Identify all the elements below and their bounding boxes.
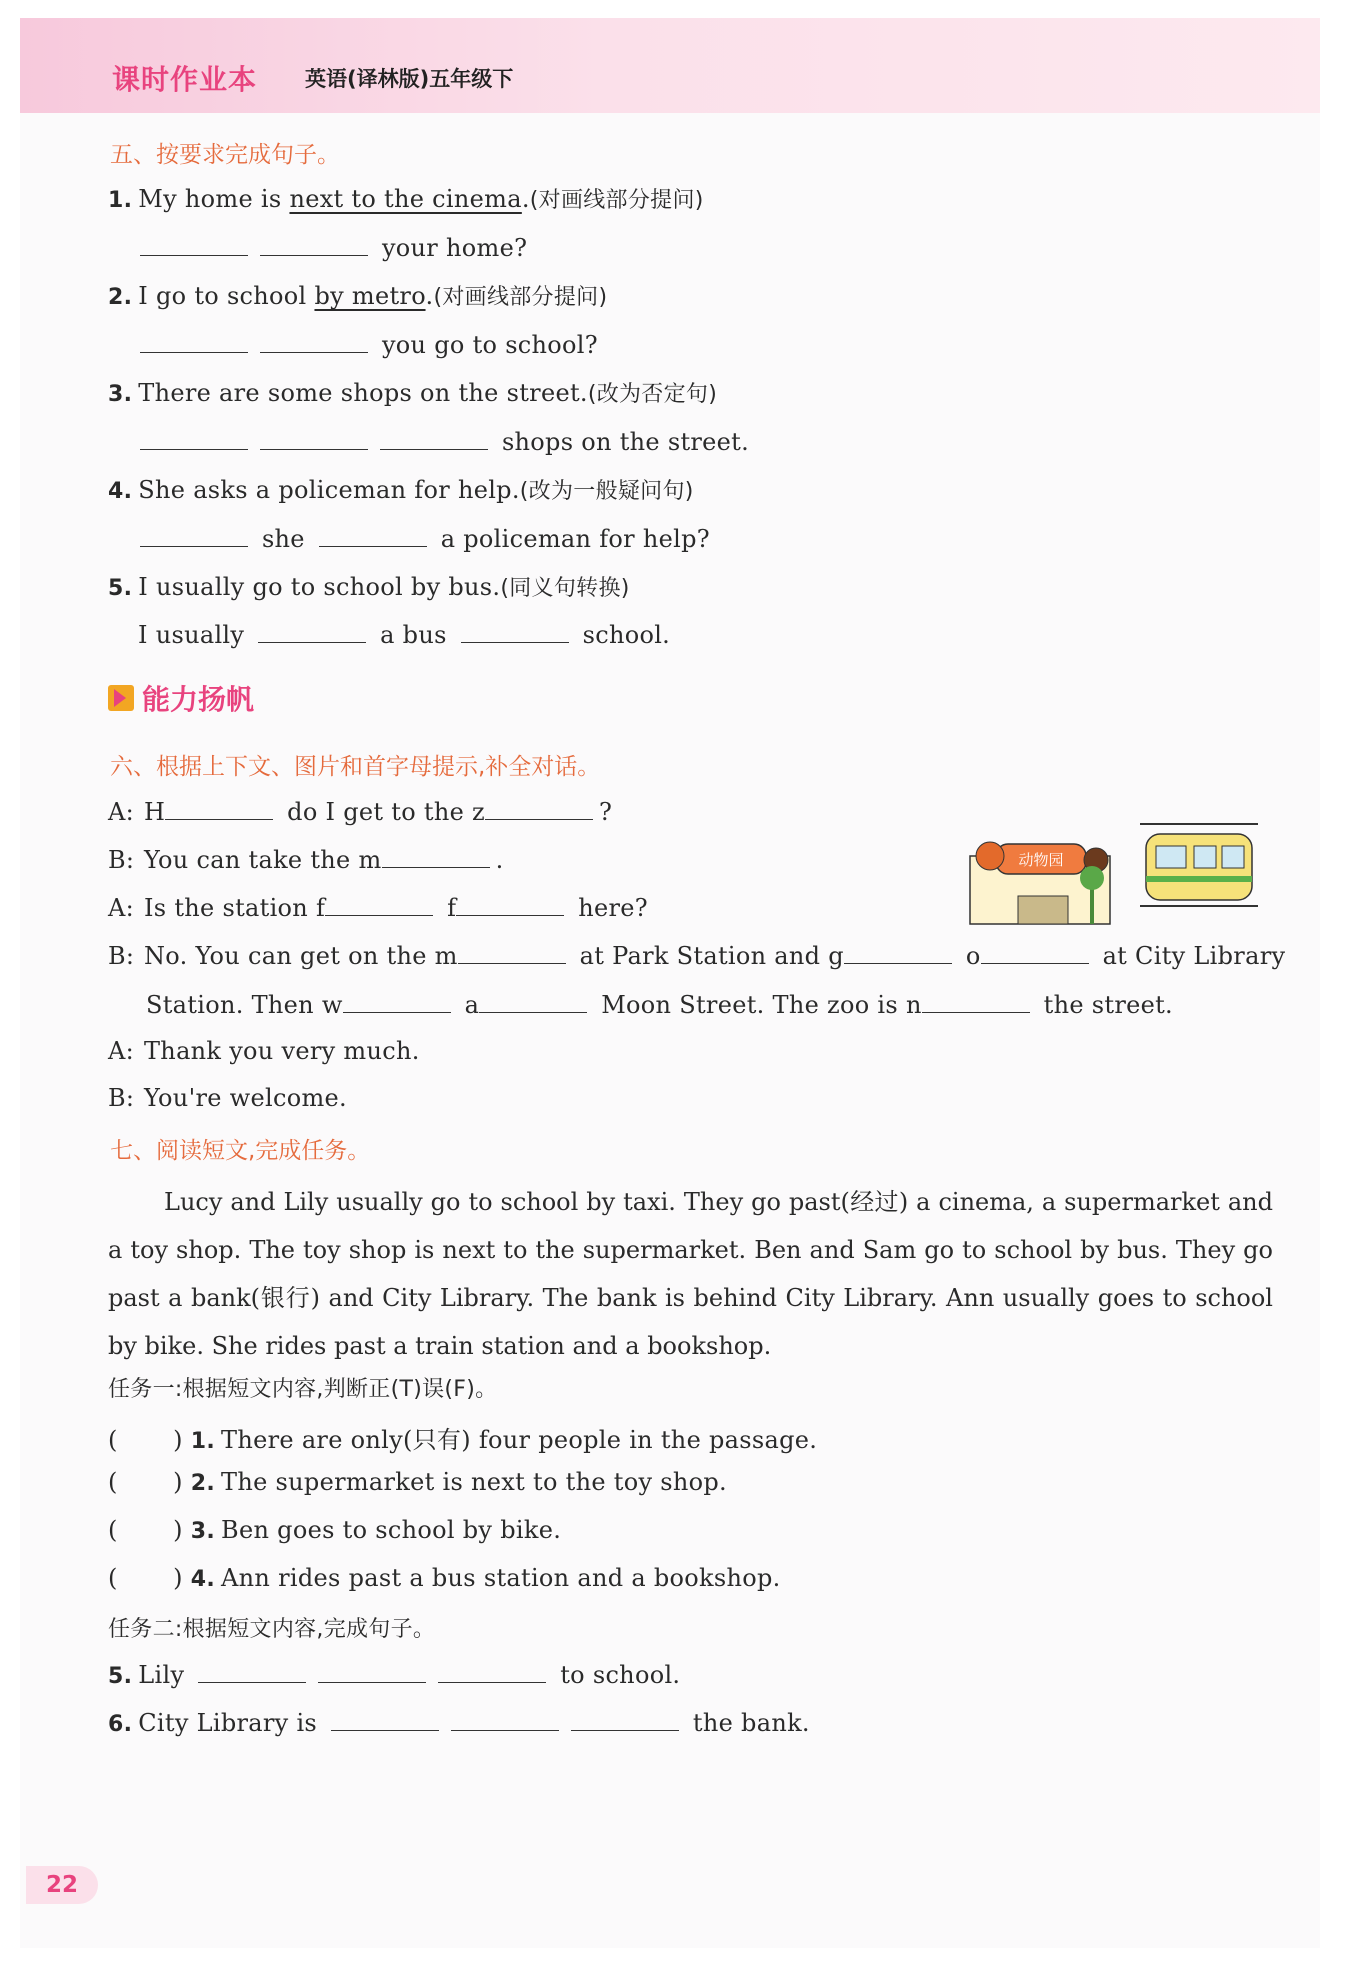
train-window bbox=[1222, 846, 1244, 868]
hint-letter: f bbox=[316, 894, 326, 922]
answer-blank[interactable] bbox=[382, 845, 490, 868]
q-text: I go to school bbox=[138, 282, 315, 310]
task2-title: 任务二:根据短文内容,完成句子。 bbox=[108, 1617, 436, 1642]
underlined-phrase: next to the cinema bbox=[289, 185, 522, 213]
answer-blank[interactable] bbox=[461, 620, 569, 643]
dialog-line-3 bbox=[108, 893, 648, 922]
s5-q2 bbox=[108, 280, 607, 311]
q-text: She asks a policeman for help. bbox=[138, 476, 520, 504]
q-number: 2. bbox=[108, 285, 133, 310]
q-text: shops on the street. bbox=[501, 428, 750, 456]
dialog-text: here? bbox=[578, 894, 648, 922]
q-text: There are some shops on the street. bbox=[138, 379, 588, 407]
ability-title: 能力扬帆 bbox=[142, 683, 255, 716]
tf-item-4 bbox=[108, 1564, 781, 1592]
q-hint: (对画线部分提问) bbox=[529, 188, 704, 213]
zoo-illustration bbox=[968, 826, 1118, 926]
dialog-text: Then bbox=[251, 991, 314, 1019]
zoo-sign-text: 动物园 bbox=[1018, 851, 1064, 869]
s5-q5 bbox=[108, 571, 630, 602]
q-text: your home? bbox=[381, 234, 528, 262]
s5-q3-answer bbox=[134, 427, 749, 456]
dialog-line-2 bbox=[108, 845, 504, 874]
answer-blank[interactable] bbox=[198, 1660, 306, 1683]
q-hint: (同义句转换) bbox=[500, 576, 630, 601]
answer-blank[interactable] bbox=[922, 990, 1030, 1013]
speaker: A: bbox=[108, 798, 135, 826]
q-text: I usually go to school by bus. bbox=[138, 573, 501, 601]
dialog-line-7 bbox=[108, 1084, 347, 1112]
q-text: City Library is bbox=[138, 1709, 318, 1737]
q-number: 1. bbox=[190, 1429, 216, 1454]
q-number: 2. bbox=[190, 1471, 216, 1496]
answer-blank[interactable] bbox=[343, 990, 451, 1013]
q-text: There are only(只有) four people in the passage. bbox=[221, 1426, 818, 1454]
dialog-line-4 bbox=[108, 941, 1285, 970]
dialog-text: at Park Station and bbox=[579, 942, 821, 970]
dialog-text: Thank you very much. bbox=[144, 1037, 420, 1065]
speaker: B: bbox=[108, 846, 135, 874]
q-text: a policeman for help? bbox=[440, 525, 710, 553]
q-text: Lily bbox=[138, 1661, 185, 1689]
answer-blank[interactable] bbox=[260, 330, 368, 353]
q-text: . bbox=[521, 185, 530, 213]
page-number: 22 bbox=[26, 1866, 98, 1904]
underlined-phrase: by metro bbox=[314, 282, 426, 310]
answer-bracket[interactable]: ( ) bbox=[108, 1426, 183, 1454]
answer-blank[interactable] bbox=[319, 524, 427, 547]
hint-letter: z bbox=[472, 798, 485, 826]
hint-letter: w bbox=[321, 991, 343, 1019]
dialog-text: . bbox=[495, 846, 504, 874]
dialog-text: the street. bbox=[1043, 991, 1173, 1019]
answer-blank[interactable] bbox=[140, 233, 248, 256]
tf-item-1 bbox=[108, 1420, 817, 1455]
dialog-line-5 bbox=[146, 990, 1173, 1019]
answer-blank[interactable] bbox=[438, 1660, 546, 1683]
dialog-line-1 bbox=[108, 797, 612, 826]
answer-bracket[interactable]: ( ) bbox=[108, 1516, 183, 1544]
dialog-text: You can take the bbox=[144, 846, 351, 874]
s5-q1 bbox=[108, 183, 704, 214]
answer-blank[interactable] bbox=[325, 893, 433, 916]
section6-title: 六、根据上下文、图片和首字母提示,补全对话。 bbox=[110, 754, 601, 780]
train-window bbox=[1194, 846, 1216, 868]
section5-title: 五、按要求完成句子。 bbox=[110, 142, 340, 168]
train-stripe bbox=[1146, 876, 1252, 882]
speaker: A: bbox=[108, 1037, 135, 1065]
dialog-text: do I get to the bbox=[287, 798, 465, 826]
q-text: My home is bbox=[138, 185, 290, 213]
tree-icon bbox=[1080, 866, 1104, 890]
s7-q6 bbox=[108, 1708, 810, 1737]
hint-letter: f bbox=[447, 894, 457, 922]
s5-q5-answer bbox=[138, 620, 670, 649]
q-text: Ann rides past a bus station and a bookshop. bbox=[221, 1564, 781, 1592]
s5-q4-answer bbox=[134, 524, 710, 553]
answer-blank[interactable] bbox=[140, 330, 248, 353]
dialog-text: Is the station bbox=[144, 894, 309, 922]
q-number: 5. bbox=[108, 576, 133, 601]
metro-illustration bbox=[1140, 818, 1258, 916]
hint-letter: n bbox=[905, 991, 922, 1019]
answer-blank[interactable] bbox=[844, 941, 952, 964]
dialog-text: ? bbox=[598, 798, 613, 826]
q-number: 4. bbox=[108, 479, 133, 504]
dialog-text: The zoo is bbox=[772, 991, 898, 1019]
hint-letter: a bbox=[464, 991, 480, 1019]
answer-blank[interactable] bbox=[485, 797, 593, 820]
answer-blank[interactable] bbox=[165, 797, 273, 820]
zoo-gate bbox=[1018, 896, 1068, 924]
q-text: Ben goes to school by bike. bbox=[221, 1516, 562, 1544]
q-number: 4. bbox=[190, 1567, 216, 1592]
tf-item-3 bbox=[108, 1516, 561, 1544]
hint-letter: m bbox=[358, 846, 382, 874]
q-text: school. bbox=[582, 621, 671, 649]
answer-bracket[interactable]: ( ) bbox=[108, 1564, 183, 1592]
q-text: . bbox=[425, 282, 434, 310]
s5-q3 bbox=[108, 377, 717, 408]
train-window bbox=[1156, 846, 1186, 868]
dialog-line-6 bbox=[108, 1037, 420, 1065]
answer-blank[interactable] bbox=[571, 1708, 679, 1731]
s5-q4 bbox=[108, 474, 694, 505]
s5-q1-answer bbox=[134, 233, 527, 262]
q-number: 3. bbox=[108, 382, 133, 407]
speaker: A: bbox=[108, 894, 135, 922]
dialog-text: You can get on the bbox=[195, 942, 427, 970]
q-hint: (改为否定句) bbox=[587, 382, 718, 407]
q-text: the bank. bbox=[692, 1709, 810, 1737]
answer-bracket[interactable]: ( ) bbox=[108, 1468, 183, 1496]
speaker: B: bbox=[108, 1084, 135, 1112]
dialog-text: No. bbox=[144, 942, 188, 970]
answer-blank[interactable] bbox=[260, 427, 368, 450]
ability-heading bbox=[108, 678, 254, 718]
q-number: 1. bbox=[108, 188, 133, 213]
flag-icon bbox=[108, 685, 134, 711]
q-text: The supermarket is next to the toy shop. bbox=[221, 1468, 727, 1496]
hint-letter: H bbox=[144, 798, 166, 826]
section7-title: 七、阅读短文,完成任务。 bbox=[110, 1138, 371, 1164]
q-text: you go to school? bbox=[381, 331, 598, 359]
q-text: I usually bbox=[138, 621, 245, 649]
dialog-text: at City Library bbox=[1102, 942, 1286, 970]
q-number: 5. bbox=[108, 1664, 133, 1689]
answer-blank[interactable] bbox=[140, 524, 248, 547]
q-hint: (改为一般疑问句) bbox=[519, 479, 694, 504]
answer-blank[interactable] bbox=[981, 941, 1089, 964]
dialog-text: You're welcome. bbox=[144, 1084, 347, 1112]
hint-letter: m bbox=[434, 942, 458, 970]
q-number: 6. bbox=[108, 1712, 133, 1737]
task1-title: 任务一:根据短文内容,判断正(T)误(F)。 bbox=[108, 1377, 498, 1402]
speaker: B: bbox=[108, 942, 135, 970]
answer-blank[interactable] bbox=[456, 893, 564, 916]
reading-passage: Lucy and Lily usually go to school by taxi. They go past(经过) a cinema, a supermarket and a toy shop. The toy shop is next to the supermarket. Ben and Sam go to school by bus. They go past a bank(银行) and City Library. The bank is behind City Library. Ann usually goes to school by bike. She rides past a train station and a bookshop. bbox=[108, 1188, 1273, 1360]
answer-blank[interactable] bbox=[451, 1708, 559, 1731]
s7-q5 bbox=[108, 1660, 680, 1689]
q-text: she bbox=[261, 525, 305, 553]
dialog-text: Station. bbox=[146, 991, 244, 1019]
answer-blank[interactable] bbox=[380, 427, 488, 450]
hint-letter: g bbox=[828, 942, 844, 970]
answer-blank[interactable] bbox=[258, 620, 366, 643]
subject-title: 英语(译林版)五年级下 bbox=[305, 67, 514, 91]
q-hint: (对画线部分提问) bbox=[433, 285, 608, 310]
q-text: a bus bbox=[380, 621, 447, 649]
answer-blank[interactable] bbox=[260, 233, 368, 256]
dialog-text: Moon Street. bbox=[601, 991, 765, 1019]
q-text: to school. bbox=[560, 1661, 681, 1689]
answer-blank[interactable] bbox=[331, 1708, 439, 1731]
answer-blank[interactable] bbox=[458, 941, 566, 964]
s5-q2-answer bbox=[134, 330, 598, 359]
brand-title: 课时作业本 bbox=[112, 63, 258, 96]
answer-blank[interactable] bbox=[318, 1660, 426, 1683]
answer-blank[interactable] bbox=[140, 427, 248, 450]
hint-letter: o bbox=[965, 942, 981, 970]
lion-icon bbox=[976, 842, 1004, 870]
q-number: 3. bbox=[190, 1519, 216, 1544]
tf-item-2 bbox=[108, 1468, 727, 1496]
answer-blank[interactable] bbox=[479, 990, 587, 1013]
